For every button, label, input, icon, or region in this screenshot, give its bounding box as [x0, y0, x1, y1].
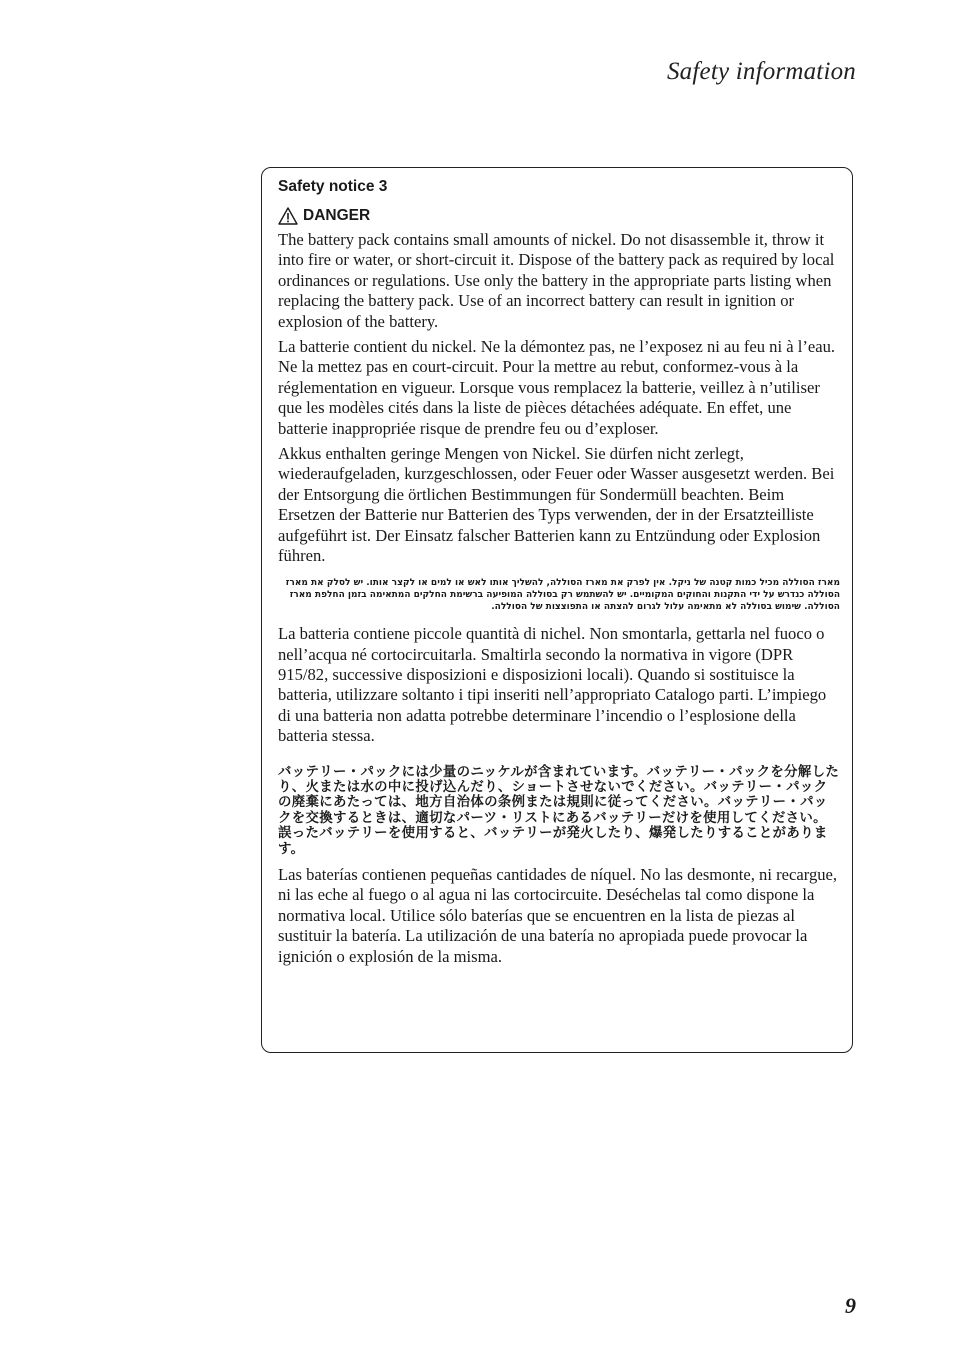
notice-paragraph-spanish: Las baterías contienen pequeñas cantidades de níquel. No las desmonte, ni recargue, ni las eche al fuego o al agua ni las cortocircuite. Deséchelas tal como dispone la normativa local. Utilice sólo baterías que se encuentren en la lista de piezas al sustituir la batería. La utilización de una batería no apropiada puede provocar la ignición o explosión de la misma.	[278, 864, 838, 966]
page-number: 9	[845, 1293, 856, 1318]
warning-triangle-icon	[278, 207, 298, 225]
page-header-title: Safety information	[666, 58, 856, 85]
danger-heading	[278, 206, 840, 226]
notice-title: Safety notice 3	[278, 178, 388, 195]
notice-paragraph-english: The battery pack contains small amounts of nickel. Do not disassemble it, throw it into fire or water, or short-circuit it. Dispose of the battery pack as required by local ordinances or regulations. Use only the battery in the appropriate parts listing when replacing the battery pack. Use of an incorrect battery can result in ignition or explosion of the battery.	[278, 230, 835, 331]
notice-paragraph-italian: La batteria contiene piccole quantità di nichel. Non smontarla, gettarla nel fuoco o nell’acqua né cortocircuitarla. Smaltirla secondo la normativa in vigore (DPR 915/82, successive disposizioni e disposizioni locali). Quando si sostituisce la batteria, utilizzare soltanto i tipi inseriti nell’appropriato Catalogo parti. L’impiego di una batteria non adatta potrebbe determinare l’incendio o l’esplosione della batteria stessa.	[278, 624, 827, 746]
safety-notice-box	[261, 167, 853, 1053]
danger-label: DANGER	[303, 207, 371, 224]
notice-paragraph-japanese: バッテリー・パックには少量のニッケルが含まれています。バッテリー・パックを分解したり、火または水の中に投げ込んだり、ショートさせないでください。バッテリー・パックの廃棄にあたっては、地方自治体の条例または規則に従ってください。バッテリー・パックを交換するときは、適切なパーツ・リストにあるバッテリーだけを使用してください。誤ったバッテリーを使用すると、バッテリーが発火したり、爆発したりすることがあります。	[278, 764, 840, 857]
notice-paragraph-hebrew: מארז הסוללה מכיל כמות קטנה של ניקל. אין לפרק את מארז הסוללה, להשליך אותו לאש או למים או לקצר אותו. יש לסלק את מארז הסוללה כנדרש על ידי התקנות והחוקים המקומיים. יש להשתמש רק בסוללה המופיעה ברשימת החלקים המתאימה בזמן החלפת מארז הסוללה. שימוש בסוללה לא מתאימה עלול לגרום להצתה או התפוצצות של הסוללה.	[285, 577, 840, 612]
notice-paragraph-german: Akkus enthalten geringe Mengen von Nickel. Sie dürfen nicht zerlegt, wiederaufgeladen, kurzgeschlossen, oder Feuer oder Wasser ausgesetzt werden. Bei der Entsorgung die örtlichen Bestimmungen für Sondermüll beachten. Beim Ersetzen der Batterie nur Batterien des Typs verwenden, der in der Ersatzteilliste aufgeführt ist. Der Einsatz falscher Batterien kann zu Entzündung oder Explosion führen.	[278, 444, 835, 566]
notice-paragraph-french: La batterie contient du nickel. Ne la démontez pas, ne l’exposez ni au feu ni à l’eau. Ne la mettez pas en court-circuit. Pour la mettre au rebut, conformez-vous à la réglementation en vigueur. Lorsque vous remplacez la batterie, veillez à n’utiliser que les modèles cités dans la liste de pièces détachées adéquate. En effet, une batterie inappropriée risque de prendre feu ou d’exploser.	[278, 337, 836, 438]
